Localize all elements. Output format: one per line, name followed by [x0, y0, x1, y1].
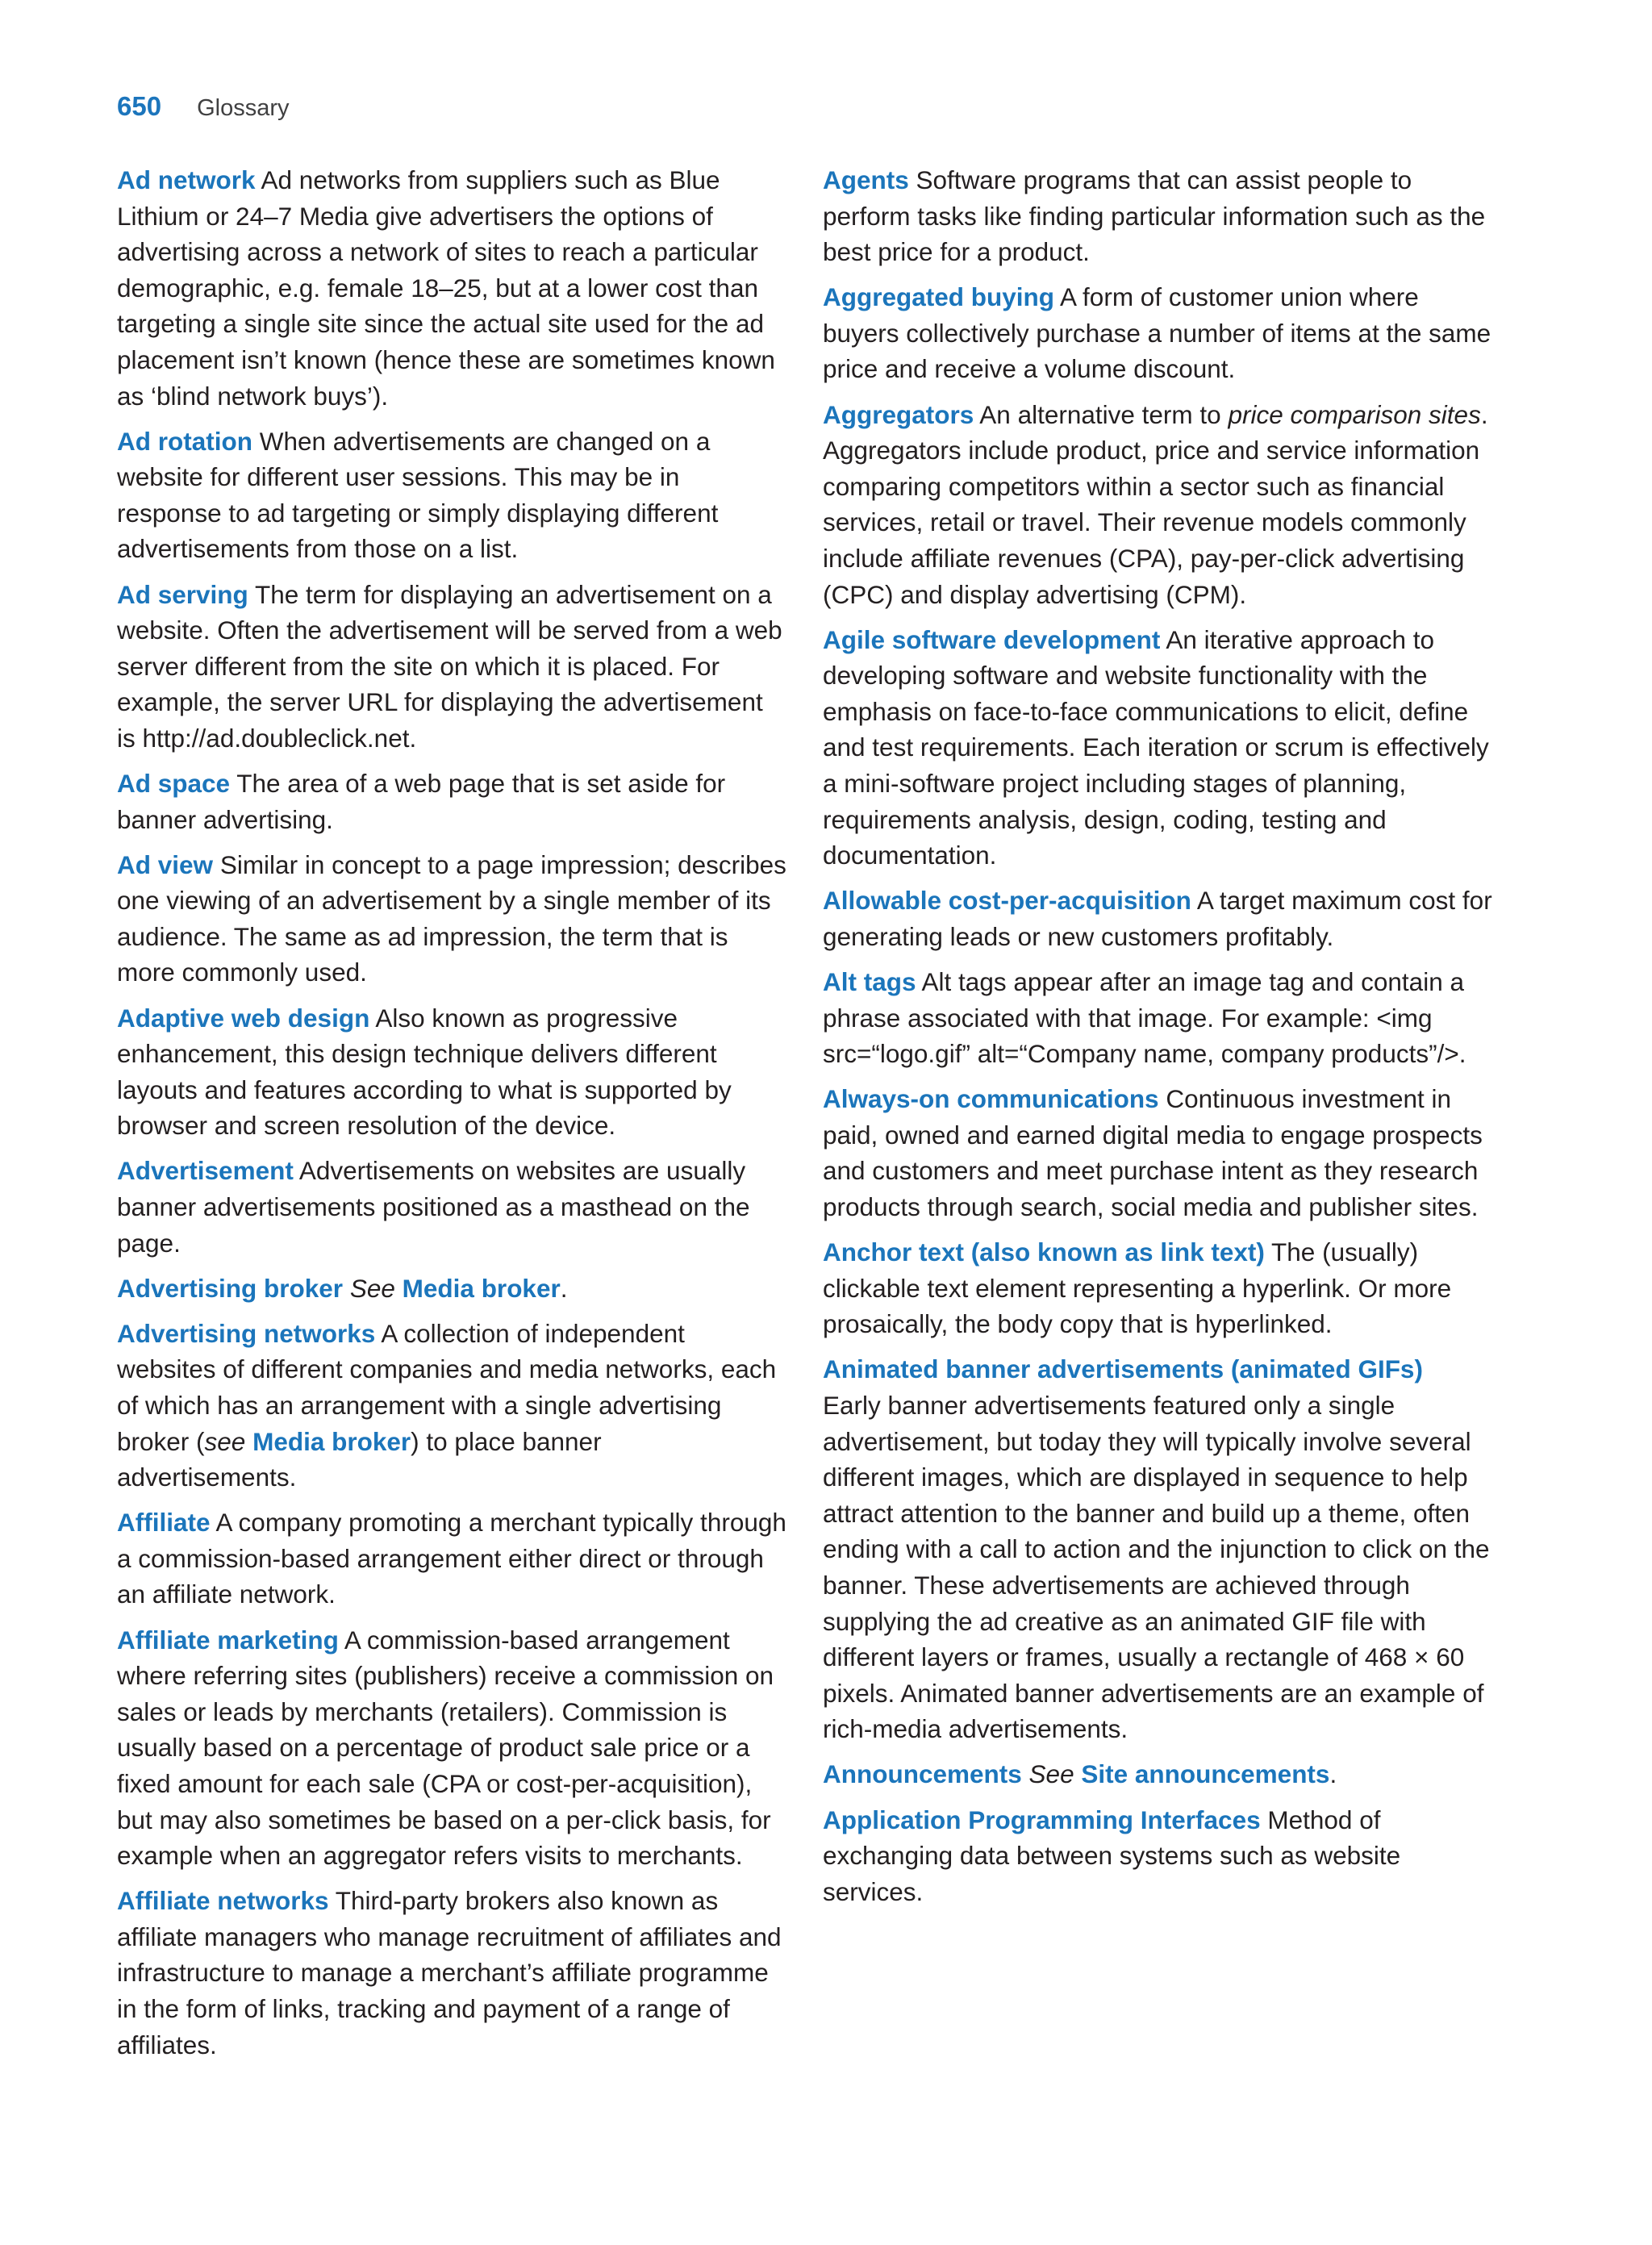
- glossary-entry-agile-software-development: [823, 622, 1500, 874]
- glossary-entry-allowable-cpa: [823, 883, 1500, 954]
- glossary-entry-anchor-text: [823, 1234, 1500, 1342]
- glossary-definition: A form of customer union where buyers collectively purchase a number of items at the same price and receive a volume discount.: [823, 282, 1491, 384]
- glossary-term: Affiliate marketing: [117, 1625, 339, 1655]
- glossary-definition: The term for displaying an advertisement on a website. Often the advertisement will be served from a web server different from the site on which it is placed. For example, the server URL for displaying the advertisement is http://ad.doubleclick.net.: [117, 579, 782, 753]
- glossary-definition: Also known as progressive enhancement, this design technique delivers different layouts and features according to what is supported by browser and screen resolution of the device.: [117, 1003, 732, 1141]
- glossary-definition: The (usually) clickable text element representing a hyperlink. Or more prosaically, the body copy that is hyperlinked.: [823, 1237, 1452, 1339]
- glossary-term: Aggregated buying: [823, 282, 1055, 312]
- section-title: Glossary: [197, 95, 290, 121]
- cross-reference-link[interactable]: Site announcements: [1081, 1759, 1330, 1789]
- glossary-entry-aggregated-buying: [823, 279, 1500, 387]
- glossary-term: Animated banner advertisements (animated GIFs): [823, 1354, 1423, 1384]
- glossary-definition-part: A collection of independent websites of different companies and media networks, each of which has an arrangement with a single advertising broker (: [117, 1318, 777, 1456]
- emphasized-term: price comparison sites: [1228, 399, 1481, 429]
- glossary-definition-part: An alternative term to: [979, 399, 1221, 429]
- glossary-definition-part: . Aggregators include product, price and service information comparing competitors within a sector such as financial services, retail or travel. Their revenue models commonly include affiliate revenues (CPA), pay-per-click advertising (CPC) and display advertising (CPM).: [823, 399, 1488, 609]
- glossary-entry-advertising-networks: [117, 1316, 786, 1496]
- page-number: 650: [117, 91, 162, 121]
- see-label: See: [349, 1273, 395, 1303]
- glossary-entry-ad-space: [117, 766, 786, 837]
- glossary-term: Affiliate networks: [117, 1886, 329, 1916]
- glossary-entry-always-on-communications: [823, 1081, 1500, 1225]
- glossary-term: Always-on communications: [823, 1084, 1159, 1114]
- glossary-term: Agents: [823, 165, 909, 194]
- glossary-definition: A commission-based arrangement where referring sites (publishers) receive a commission on sales or leads by merchants (retailers). Commission is usually based on a percentage of product sale price or a fixed amount for each sale (CPA or cost-per-acquisition), but may also sometimes be based on a per-click basis, for example when an aggregator refers visits to merchants.: [117, 1625, 774, 1871]
- glossary-term: Ad space: [117, 769, 231, 798]
- glossary-term: Allowable cost-per-acquisition: [823, 886, 1191, 916]
- glossary-definition: Third-party brokers also known as affiliate managers who manage recruitment of affiliates and infrastructure to manage a merchant’s affiliate programme in the form of links, tracking and payment of a range of affiliates.: [117, 1886, 782, 2059]
- glossary-definition-part: ) to place banner advertisements.: [117, 1426, 602, 1492]
- entry-end-punctuation: .: [1329, 1759, 1337, 1789]
- glossary-entry-advertisement: [117, 1153, 786, 1261]
- glossary-term: Advertisement: [117, 1156, 294, 1186]
- glossary-definition: Alt tags appear after an image tag and contain a phrase associated with that image. For example: <img src=“logo.gif” alt=“Company name, company products”/>.: [823, 966, 1466, 1069]
- glossary-term: Application Programming Interfaces: [823, 1805, 1261, 1834]
- glossary-entry-announcements: [823, 1756, 1500, 1792]
- glossary-column-left: [117, 162, 786, 2072]
- entry-end-punctuation: .: [560, 1273, 568, 1303]
- glossary-term: Anchor text (also known as link text): [823, 1237, 1265, 1267]
- glossary-column-right: [823, 162, 1500, 1919]
- glossary-entry-ad-rotation: [117, 424, 786, 567]
- glossary-entry-animated-banner-advertisements: [823, 1351, 1500, 1747]
- glossary-definition: Continuous investment in paid, owned and earned digital media to engage prospects and customers and meet purchase intent as they research products through search, social media and publisher sites.: [823, 1084, 1483, 1222]
- glossary-definition: When advertisements are changed on a website for different user sessions. This may be in response to ad targeting or simply displaying different advertisements from those on a list.: [117, 426, 719, 564]
- glossary-term: Advertising networks: [117, 1318, 376, 1348]
- glossary-term: Announcements: [823, 1759, 1022, 1789]
- glossary-definition: Ad networks from suppliers such as Blue Lithium or 24–7 Media give advertisers the options of advertising across a network of sites to reach a particular demographic, e.g. female 18–25, but at a lower cost than targeting a single site since the actual site used for the ad placement isn’t known (hence these are sometimes known as ‘blind network buys’).: [117, 165, 775, 411]
- glossary-definition: Method of exchanging data between systems such as website services.: [823, 1805, 1401, 1906]
- glossary-entry-agents: [823, 162, 1500, 270]
- glossary-entry-affiliate: [117, 1504, 786, 1613]
- glossary-entry-aggregators: [823, 397, 1500, 613]
- glossary-definition: Early banner advertisements featured only a single advertisement, but today they will typically involve several different images, which are displayed in sequence to help attract attention to the banner and build up a theme, often ending with a call to action and the injunction to click on the banner. These advertisements are achieved through supplying the ad creative as an animated GIF file with different layers or frames, usually a rectangle of 468 × 60 pixels. Animated banner advertisements are an example of rich-media advertisements.: [823, 1391, 1490, 1744]
- glossary-term: Advertising broker: [117, 1273, 344, 1303]
- glossary-term: Ad view: [117, 849, 214, 879]
- glossary-entry-advertising-broker: [117, 1271, 786, 1307]
- glossary-entry-affiliate-networks: [117, 1883, 786, 2063]
- glossary-definition: A target maximum cost for generating leads or new customers profitably.: [823, 886, 1492, 951]
- glossary-definition: The area of a web page that is set aside for banner advertising.: [117, 769, 726, 834]
- glossary-entry-ad-serving: [117, 577, 786, 757]
- glossary-entry-alt-tags: [823, 964, 1500, 1072]
- glossary-entry-ad-network: [117, 162, 786, 414]
- running-head: [117, 91, 289, 131]
- glossary-entry-application-programming-interfaces: [823, 1802, 1500, 1910]
- glossary-definition: Software programs that can assist people to perform tasks like finding particular information such as the best price for a product.: [823, 165, 1486, 267]
- glossary-definition: A company promoting a merchant typically through a commission-based arrangement either direct or through an affiliate network.: [117, 1508, 786, 1609]
- glossary-term: Aggregators: [823, 399, 974, 429]
- glossary-term: Adaptive web design: [117, 1003, 370, 1033]
- cross-reference-link[interactable]: Media broker: [402, 1273, 561, 1303]
- glossary-term: Affiliate: [117, 1508, 211, 1538]
- glossary-definition: Advertisements on websites are usually banner advertisements positioned as a masthead on the page.: [117, 1156, 750, 1258]
- glossary-term: Alt tags: [823, 966, 916, 996]
- glossary-term: Ad network: [117, 165, 256, 194]
- see-label: see: [204, 1426, 246, 1456]
- glossary-term: Agile software development: [823, 624, 1161, 654]
- glossary-term: Ad serving: [117, 579, 248, 609]
- glossary-entry-adaptive-web-design: [117, 1000, 786, 1144]
- cross-reference-link[interactable]: Media broker: [252, 1426, 411, 1456]
- glossary-term: Ad rotation: [117, 426, 252, 456]
- see-label: See: [1028, 1759, 1074, 1789]
- glossary-entry-affiliate-marketing: [117, 1622, 786, 1874]
- glossary-entry-ad-view: [117, 847, 786, 991]
- glossary-definition: An iterative approach to developing software and website functionality with the emphasis on face-to-face communications to elicit, define and test requirements. Each iteration or scrum is effectively a mini-software project including stages of planning, requirements analysis, design, coding, testing and documentation.: [823, 624, 1489, 870]
- glossary-definition: Similar in concept to a page impression; describes one viewing of an advertisement by a single member of its audience. The same as ad impression, the term that is more commonly used.: [117, 849, 786, 987]
